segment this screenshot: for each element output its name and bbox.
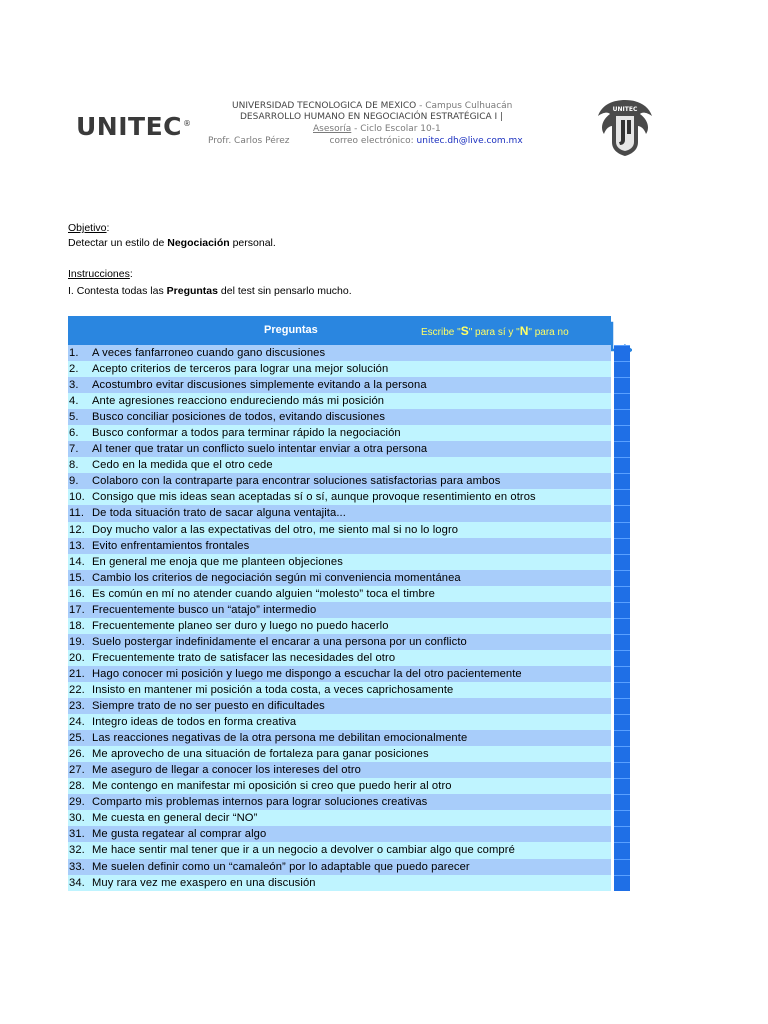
answer-cell[interactable]	[614, 457, 630, 473]
answer-cell[interactable]	[614, 875, 630, 891]
objective-text	[68, 237, 276, 249]
answer-cell[interactable]	[614, 682, 630, 698]
question-cell	[68, 666, 611, 682]
question-row	[68, 538, 632, 554]
answer-cell[interactable]	[614, 409, 630, 425]
answer-cell[interactable]	[614, 666, 630, 682]
answer-cell[interactable]	[614, 650, 630, 666]
question-text: Doy mucho valor a las expectativas del otro, me siento mal si no lo logro	[92, 523, 459, 536]
question-cell	[68, 586, 611, 602]
question-number: 18.	[69, 619, 85, 632]
question-text: Cambio los criterios de negociación según mi conveniencia momentánea	[92, 571, 461, 584]
question-row	[68, 875, 632, 891]
answer-cell[interactable]	[614, 746, 630, 762]
question-row	[68, 730, 632, 746]
questions-column-header: Preguntas	[264, 324, 318, 336]
answer-cell[interactable]	[614, 859, 630, 875]
question-text: Integro ideas de todos en forma creativa	[92, 716, 297, 729]
question-number: 19.	[69, 635, 85, 648]
university-name: UNIVERSIDAD TECNOLOGICA DE MEXICO	[232, 101, 417, 111]
question-row	[68, 794, 632, 810]
question-row	[68, 698, 632, 714]
question-text: Es común en mí no atender cuando alguien “molesto” toca el timbre	[92, 587, 435, 600]
answer-cell[interactable]	[614, 618, 630, 634]
answer-cell[interactable]	[614, 554, 630, 570]
registered-mark: ®	[183, 118, 192, 128]
question-row	[68, 682, 632, 698]
question-cell	[68, 377, 611, 393]
question-row	[68, 602, 632, 618]
objective-text-end: personal.	[229, 237, 276, 249]
question-number: 11.	[69, 507, 85, 520]
question-text: Me cuesta en general decir “NO”	[92, 812, 258, 825]
answer-cell[interactable]	[614, 441, 630, 457]
question-cell	[68, 794, 611, 810]
question-text: Evito enfrentamientos frontales	[92, 539, 250, 552]
question-row	[68, 505, 632, 521]
question-cell	[68, 473, 611, 489]
instructions-keyword: Preguntas	[166, 285, 218, 297]
question-row	[68, 746, 632, 762]
question-row	[68, 650, 632, 666]
unitec-logo	[76, 112, 192, 141]
question-number: 20.	[69, 651, 85, 664]
question-row	[68, 345, 632, 361]
instructions-text-end: del test sin pensarlo mucho.	[218, 285, 352, 297]
question-cell	[68, 457, 611, 473]
crest-text: UNITEC	[612, 106, 638, 113]
university-line	[232, 101, 512, 111]
question-cell	[68, 650, 611, 666]
question-number: 4.	[69, 395, 79, 408]
question-number: 5.	[69, 411, 79, 424]
instr-part-3: " para no	[528, 327, 569, 338]
question-number: 31.	[69, 828, 85, 841]
question-cell	[68, 409, 611, 425]
answer-cell[interactable]	[614, 714, 630, 730]
question-number: 15.	[69, 571, 85, 584]
answer-cell[interactable]	[614, 522, 630, 538]
question-cell	[68, 489, 611, 505]
questions-list	[68, 345, 632, 891]
question-cell	[68, 602, 611, 618]
question-row	[68, 859, 632, 875]
question-row	[68, 457, 632, 473]
question-number: 27.	[69, 764, 85, 777]
question-row	[68, 618, 632, 634]
question-row	[68, 522, 632, 538]
question-number: 26.	[69, 748, 85, 761]
instructions-text	[68, 285, 352, 297]
instr-no-letter: N	[519, 324, 529, 338]
question-cell	[68, 698, 611, 714]
instr-part-2: " para sí y "	[468, 327, 520, 338]
question-cell	[68, 842, 611, 858]
question-cell	[68, 538, 611, 554]
question-cell	[68, 810, 611, 826]
answer-cell[interactable]	[614, 730, 630, 746]
answer-cell[interactable]	[614, 794, 630, 810]
question-number: 6.	[69, 427, 79, 440]
objective-text-start: Detectar un estilo de	[68, 237, 168, 249]
question-number: 34.	[69, 876, 85, 889]
question-cell	[68, 618, 611, 634]
question-text: Comparto mis problemas internos para lograr soluciones creativas	[92, 796, 428, 809]
question-row	[68, 666, 632, 682]
answer-cell[interactable]	[614, 377, 630, 393]
question-text: Frecuentemente busco un “atajo” intermedio	[92, 603, 317, 616]
contact-line	[208, 136, 523, 146]
question-text: Al tener que tratar un conflicto suelo intentar enviar a otra persona	[92, 443, 428, 456]
question-text: Me suelen definir como un “camaleón” por lo adaptable que puedo parecer	[92, 860, 470, 873]
question-text: Insisto en mantener mi posición a toda costa, a veces caprichosamente	[92, 683, 454, 696]
program-cycle: - Ciclo Escolar 10-1	[351, 124, 441, 134]
instr-yes-letter: S	[460, 324, 469, 338]
question-text: Acostumbro evitar discusiones simplemente evitando a la persona	[92, 379, 427, 392]
question-text: Ante agresiones reacciono endureciendo más mi posición	[92, 395, 385, 408]
answer-cell[interactable]	[614, 345, 630, 361]
question-cell	[68, 875, 611, 891]
question-cell	[68, 682, 611, 698]
question-text: Cedo en la medida que el otro cede	[92, 459, 273, 472]
course-title: DESARROLLO HUMANO EN NEGOCIACIÓN ESTRATÉGICA I |	[240, 112, 504, 122]
objective-keyword: Negociación	[167, 237, 230, 249]
question-row	[68, 473, 632, 489]
question-row	[68, 762, 632, 778]
question-cell	[68, 762, 611, 778]
question-text: Busco conciliar posiciones de todos, evitando discusiones	[92, 411, 386, 424]
email-label: correo electrónico:	[329, 136, 414, 146]
question-cell	[68, 554, 611, 570]
question-number: 12.	[69, 523, 85, 536]
question-number: 28.	[69, 780, 85, 793]
question-number: 29.	[69, 796, 85, 809]
question-number: 9.	[69, 475, 79, 488]
question-row	[68, 361, 632, 377]
question-cell	[68, 505, 611, 521]
question-row	[68, 586, 632, 602]
question-row	[68, 489, 632, 505]
answer-cell[interactable]	[614, 505, 630, 521]
question-row	[68, 554, 632, 570]
question-text: A veces fanfarroneo cuando gano discusiones	[92, 347, 326, 359]
question-cell	[68, 425, 611, 441]
question-number: 23.	[69, 700, 85, 713]
question-text: Muy rara vez me exaspero en una discusión	[92, 876, 316, 889]
question-cell	[68, 522, 611, 538]
instructions-text-start: I. Contesta todas las	[68, 285, 167, 297]
question-number: 24.	[69, 716, 85, 729]
question-cell	[68, 778, 611, 794]
instructions-label: Instrucciones	[68, 268, 130, 280]
question-text: Frecuentemente trato de satisfacer las necesidades del otro	[92, 651, 396, 664]
question-row	[68, 778, 632, 794]
question-row	[68, 570, 632, 586]
instructions-colon: :	[129, 268, 133, 280]
question-text: De toda situación trato de sacar alguna ventajita...	[92, 507, 346, 520]
question-number: 2.	[69, 363, 79, 376]
question-number: 21.	[69, 667, 85, 680]
answer-cell[interactable]	[614, 489, 630, 505]
email-link[interactable]: unitec.dh@live.com.mx	[416, 136, 523, 146]
question-text: Me aprovecho de una situación de fortaleza para ganar posiciones	[92, 748, 429, 761]
question-text: Siempre trato de no ser puesto en dificultades	[92, 700, 325, 713]
answer-cell[interactable]	[614, 586, 630, 602]
question-number: 13.	[69, 539, 85, 552]
objective-colon: :	[106, 222, 110, 234]
instructions-heading	[68, 268, 133, 280]
question-number: 25.	[69, 732, 85, 745]
question-cell	[68, 730, 611, 746]
answer-cell[interactable]	[614, 762, 630, 778]
question-number: 7.	[69, 443, 79, 456]
question-number: 30.	[69, 812, 85, 825]
question-text: Frecuentemente planeo ser duro y luego no puedo hacerlo	[92, 619, 389, 632]
question-row	[68, 842, 632, 858]
question-row	[68, 714, 632, 730]
answer-cell[interactable]	[614, 570, 630, 586]
question-number: 3.	[69, 379, 79, 392]
question-text: Consigo que mis ideas sean aceptadas sí o sí, aunque provoque resentimiento en otros	[92, 491, 536, 504]
question-cell	[68, 345, 611, 361]
question-number: 1.	[69, 347, 79, 359]
question-row	[68, 634, 632, 650]
question-cell	[68, 714, 611, 730]
campus-name: - Campus Culhuacán	[416, 101, 513, 111]
answer-cell[interactable]	[614, 473, 630, 489]
question-number: 32.	[69, 844, 85, 857]
program-link[interactable]: Asesoría	[313, 124, 352, 134]
question-row	[68, 826, 632, 842]
question-cell	[68, 859, 611, 875]
answer-cell[interactable]	[614, 810, 630, 826]
answer-cell[interactable]	[614, 425, 630, 441]
question-cell	[68, 441, 611, 457]
question-text: Me hace sentir mal tener que ir a un negocio a devolver o cambiar algo que compré	[92, 844, 515, 857]
answer-cell[interactable]	[614, 393, 630, 409]
question-cell	[68, 746, 611, 762]
question-number: 10.	[69, 491, 85, 504]
answer-cell[interactable]	[614, 538, 630, 554]
question-number: 14.	[69, 555, 85, 568]
answer-cell[interactable]	[614, 826, 630, 842]
question-text: Suelo postergar indefinidamente el encarar a una persona por un conflicto	[92, 635, 467, 648]
question-number: 16.	[69, 587, 85, 600]
objective-label: Objetivo	[68, 222, 107, 234]
question-cell	[68, 361, 611, 377]
unitec-crest-icon	[594, 94, 656, 158]
question-number: 17.	[69, 603, 85, 616]
question-cell	[68, 393, 611, 409]
question-row	[68, 810, 632, 826]
answer-instruction	[421, 324, 569, 338]
question-text: Me aseguro de llegar a conocer los intereses del otro	[92, 764, 361, 777]
question-text: Me gusta regatear al comprar algo	[92, 828, 267, 841]
professor-name: Profr. Carlos Pérez	[208, 136, 290, 146]
objective-heading	[68, 222, 109, 234]
answer-cell[interactable]	[614, 778, 630, 794]
question-text: Colaboro con la contraparte para encontrar soluciones satisfactorias para ambos	[92, 475, 501, 488]
instr-part-1: Escribe "	[421, 327, 461, 338]
question-number: 33.	[69, 860, 85, 873]
question-number: 8.	[69, 459, 79, 472]
question-cell	[68, 826, 611, 842]
program-line	[313, 124, 441, 134]
question-text: Acepto criterios de terceros para lograr una mejor solución	[92, 363, 389, 376]
answer-cell[interactable]	[614, 698, 630, 714]
question-text: Las reacciones negativas de la otra persona me debilitan emocionalmente	[92, 732, 468, 745]
question-row	[68, 409, 632, 425]
answer-cell[interactable]	[614, 361, 630, 377]
answer-cell[interactable]	[614, 842, 630, 858]
question-text: En general me enoja que me planteen objeciones	[92, 555, 343, 568]
question-row	[68, 377, 632, 393]
logo-wordmark: UNITEC	[76, 112, 183, 141]
question-text: Hago conocer mi posición y luego me dispongo a escuchar la del otro pacientemente	[92, 667, 522, 680]
question-text: Me contengo en manifestar mi oposición si creo que puedo herir al otro	[92, 780, 452, 793]
question-row	[68, 393, 632, 409]
question-cell	[68, 570, 611, 586]
question-number: 22.	[69, 683, 85, 696]
answer-cell[interactable]	[614, 634, 630, 650]
question-row	[68, 425, 632, 441]
question-cell	[68, 634, 611, 650]
question-row	[68, 441, 632, 457]
question-text: Busco conformar a todos para terminar rápido la negociación	[92, 427, 401, 440]
answer-cell[interactable]	[614, 602, 630, 618]
